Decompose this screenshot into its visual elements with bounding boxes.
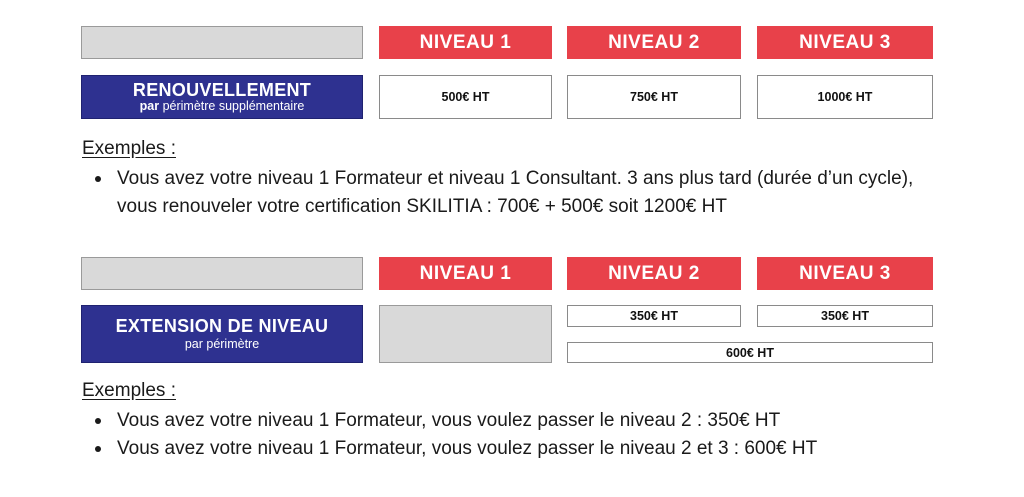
bullet-icon [95,446,101,452]
example-2-text: Vous avez votre niveau 1 Formateur, vous voulez passer le niveau 2 : 350€ HT [117,410,781,431]
renouvellement-label [81,75,363,119]
renouvellement-subtitle-bold: par [139,98,160,113]
level-3-header-2: NIVEAU 3 [757,257,933,290]
level-1-header-2: NIVEAU 1 [379,257,552,290]
level-2-header-2: NIVEAU 2 [567,257,741,290]
list-item [82,407,942,435]
bullet-icon [95,176,101,182]
examples-1-list [82,165,942,221]
examples-2-list [82,407,942,463]
extension-title: EXTENSION DE NIVEAU [115,315,329,336]
renouvellement-title: RENOUVELLEMENT [132,79,312,100]
extension-label [81,305,363,363]
extension-subtitle: par périmètre [184,336,260,351]
example-3-text: Vous avez votre niveau 1 Formateur, vous voulez passer le niveau 2 et 3 : 600€ HT [117,438,818,459]
renouvellement-price-level-2: 750€ HT [567,75,741,119]
level-1-header: NIVEAU 1 [379,26,552,59]
list-item [82,165,942,221]
examples-1-title: Exemples : [82,138,176,159]
list-item [82,435,942,463]
level-3-header: NIVEAU 3 [757,26,933,59]
header-blank-cell-2 [81,257,363,290]
level-2-header: NIVEAU 2 [567,26,741,59]
extension-price-level-2: 350€ HT [567,305,741,327]
renouvellement-price-level-3: 1000€ HT [757,75,933,119]
bullet-icon [95,418,101,424]
renouvellement-price-level-1: 500€ HT [379,75,552,119]
renouvellement-subtitle-rest: périmètre supplémentaire [159,98,305,113]
renouvellement-subtitle [140,100,305,113]
examples-2-title: Exemples : [82,380,176,401]
header-blank-cell-1 [81,26,363,59]
extension-price-level-3: 350€ HT [757,305,933,327]
extension-level-1-blank [379,305,552,363]
example-1-text: Vous avez votre niveau 1 Formateur et niveau 1 Consultant. 3 ans plus tard (durée d’un cycle), vous renouveler votre certification SKILITIA : 700€ + 500€ soit 1200€ HT [117,168,914,217]
extension-price-level-2-3: 600€ HT [567,342,933,363]
